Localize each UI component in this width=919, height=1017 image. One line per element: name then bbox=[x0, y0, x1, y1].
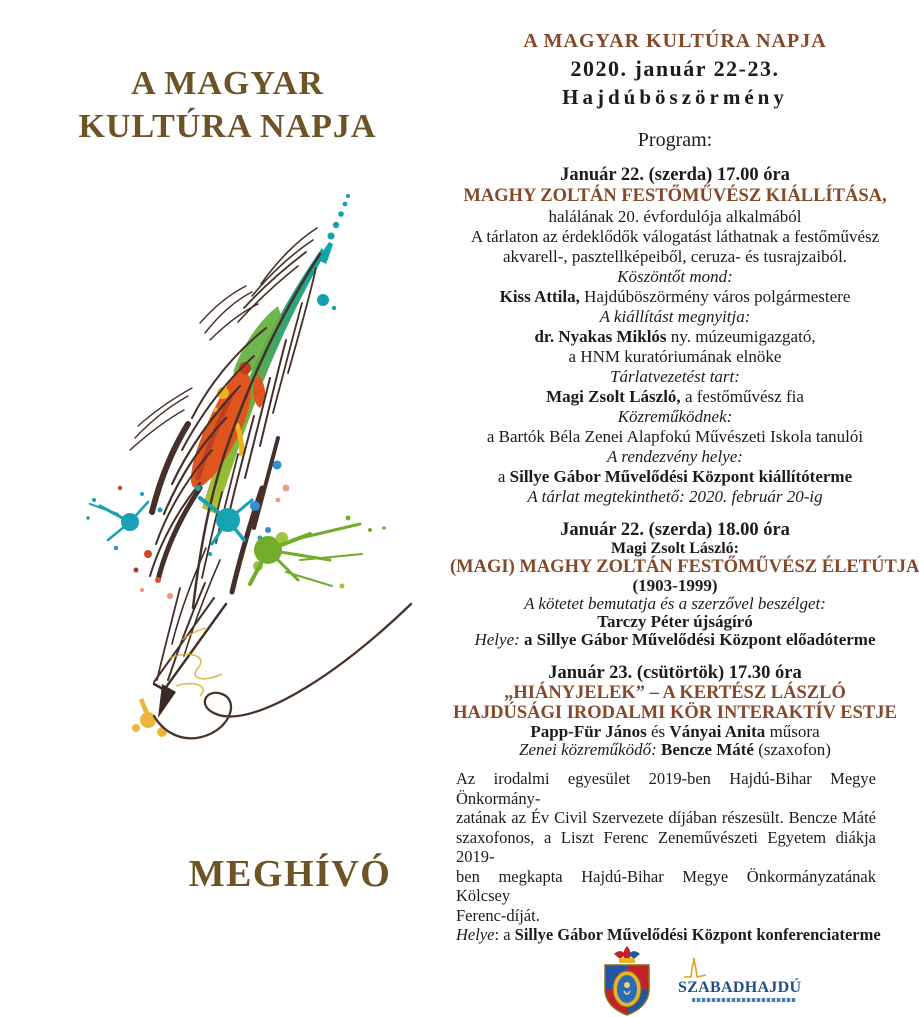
event-1-description-2: akvarell-, pasztellképeiből, ceruza- és tusrajzaiból. bbox=[502, 247, 848, 266]
event-1-tour-guide-role: a festőművész fia bbox=[680, 387, 804, 406]
event-3-title-line1: „HIÁNYJELEK” – A KERTÉSZ LÁSZLÓ bbox=[504, 683, 846, 703]
event-2-datetime: Január 22. (szerda) 18.00 óra bbox=[560, 520, 790, 540]
event-1-opener bbox=[450, 327, 900, 347]
event-dates: 2020. január 22-23. bbox=[570, 56, 780, 81]
event-1-venue-prefix: a bbox=[497, 467, 510, 486]
footer-line-2: zatának az Év Civil Szervezete díjában részesült. Bencze Máté bbox=[456, 808, 876, 827]
event-3-datetime: Január 23. (csütörtök) 17.30 óra bbox=[548, 663, 802, 683]
event-3-music-label: Zenei közreműködő: bbox=[519, 740, 661, 759]
program-column bbox=[450, 28, 919, 1017]
footer-line-3: szaxofonos, a Liszt Ferenc Zeneművészeti Egyetem diákja 2019- bbox=[456, 827, 876, 866]
event-3-performers bbox=[450, 723, 900, 741]
event-1-opener-role-2: a HNM kuratóriumának elnöke bbox=[568, 347, 782, 366]
left-teal-splatter bbox=[86, 492, 162, 550]
event-3-title-line2: HAJDÚSÁGI IRODALMI KÖR INTERAKTÍV ESTJE bbox=[453, 703, 897, 723]
green-splash bbox=[250, 516, 386, 589]
newspaper-logo bbox=[678, 957, 828, 1002]
event-1-tour-guide-name: Magi Zsolt László, bbox=[546, 387, 681, 406]
invitation-label: MEGHÍVÓ bbox=[188, 853, 392, 895]
event-city: Hajdúböszörmény bbox=[562, 85, 788, 109]
event-2 bbox=[450, 520, 919, 649]
event-3-performers-suffix: műsora bbox=[765, 722, 820, 741]
event-1-venue-name: Sillye Gábor Művelődési Központ kiállítóterme bbox=[509, 467, 853, 486]
quill-shaft-and-nib bbox=[154, 598, 226, 718]
coat-of-arms-logo bbox=[600, 945, 654, 1017]
quill-feather-illustration bbox=[30, 188, 420, 753]
event-1-contributors-label: Közreműködnek: bbox=[617, 407, 733, 426]
poster-title bbox=[0, 62, 455, 148]
event-1-note: A tárlat megtekinthető: 2020. február 20-ig bbox=[527, 487, 823, 506]
event-1-tour-label: Tárlatvezetést tart: bbox=[610, 367, 740, 386]
event-1-opener-name: dr. Nyakas Miklós bbox=[534, 327, 667, 346]
event-1-title: MAGHY ZOLTÁN FESTŐMŰVÉSZ KIÁLLÍTÁSA, bbox=[463, 186, 887, 206]
footer-venue bbox=[456, 925, 881, 945]
event-1-greeter-role: Hajdúböszörmény város polgármestere bbox=[579, 287, 851, 306]
event-2-venue-name: a Sillye Gábor Művelődési Központ előadóterme bbox=[519, 630, 876, 649]
event-1-venue bbox=[450, 467, 900, 487]
event-1-description-1: A tárlaton az érdeklődők válogatást láthatnak a festőművész bbox=[470, 227, 880, 246]
footer-paragraph bbox=[450, 769, 900, 945]
logo-row bbox=[450, 945, 900, 1017]
event-1-opener-role: ny. múzeumigazgató, bbox=[666, 327, 816, 346]
footer-line-4: ben megkapta Hajdú-Bihar Megye Önkormányzatának Kölcsey bbox=[456, 866, 876, 905]
ink-swirl-line bbox=[154, 604, 411, 738]
event-2-presenter: Tarczy Péter újságíró bbox=[597, 612, 753, 631]
red-paint-dots bbox=[118, 486, 173, 599]
yellow-scribbles bbox=[170, 628, 222, 696]
event-series-title: A MAGYAR KULTÚRA NAPJA bbox=[523, 30, 827, 52]
blue-paint-dot bbox=[273, 461, 282, 470]
footer-venue-name: Sillye Gábor Művelődési Központ konferenciaterme bbox=[514, 925, 881, 944]
event-3-musician: Bencze Máté bbox=[661, 740, 754, 759]
newspaper-logo-text: SZABADHAJDÚ bbox=[678, 979, 802, 996]
event-2-author: Magi Zsolt László: bbox=[611, 540, 739, 557]
event-3-music bbox=[450, 741, 900, 759]
event-1-tour-guide bbox=[450, 387, 900, 407]
monument-icon bbox=[682, 957, 828, 979]
event-1-greeting-label: Köszöntőt mond: bbox=[617, 267, 733, 286]
event-2-years: (1903-1999) bbox=[632, 576, 718, 595]
event-1 bbox=[450, 165, 900, 507]
footer-venue-label: Helye bbox=[456, 925, 495, 944]
event-3-instrument: (szaxofon) bbox=[753, 740, 831, 759]
event-2-title: (MAGI) MAGHY ZOLTÁN FESTŐMŰVÉSZ ÉLETÚTJA bbox=[450, 557, 919, 577]
event-1-subtitle: halálának 20. évfordulója alkalmából bbox=[548, 207, 802, 226]
program-label: Program: bbox=[637, 129, 713, 151]
poster-title-line2: KULTÚRA NAPJA bbox=[78, 108, 377, 145]
footer-venue-mid: : a bbox=[494, 925, 515, 944]
footer-line-1: Az irodalmi egyesület 2019-ben Hajdú-Bihar Megye Önkormány- bbox=[456, 769, 876, 808]
event-2-venue-label: Helye: bbox=[474, 630, 520, 649]
event-1-datetime: Január 22. (szerda) 17.00 óra bbox=[560, 165, 790, 185]
newspaper-tagline-bar bbox=[692, 998, 796, 1002]
event-3-conjunction: és bbox=[646, 722, 670, 741]
event-3-performer-1: Papp-Für János bbox=[530, 722, 647, 741]
footer-line-5: Ferenc-díját. bbox=[456, 905, 540, 925]
event-1-greeter-name: Kiss Attila, bbox=[499, 287, 580, 306]
event-1-opening-label: A kiállítást megnyitja: bbox=[599, 307, 751, 326]
event-3 bbox=[450, 663, 900, 759]
event-2-venue bbox=[450, 631, 900, 649]
event-2-presentation-label: A kötetet bemutatja és a szerzővel beszélget: bbox=[524, 594, 826, 613]
event-3-performer-2: Ványai Anita bbox=[669, 722, 766, 741]
event-1-venue-label: A rendezvény helye: bbox=[607, 447, 743, 466]
event-1-contributors: a Bartók Béla Zenei Alapfokú Művészeti Iskola tanulói bbox=[486, 427, 864, 446]
event-1-greeter bbox=[450, 287, 900, 307]
poster-title-line1: A MAGYAR bbox=[131, 65, 324, 102]
